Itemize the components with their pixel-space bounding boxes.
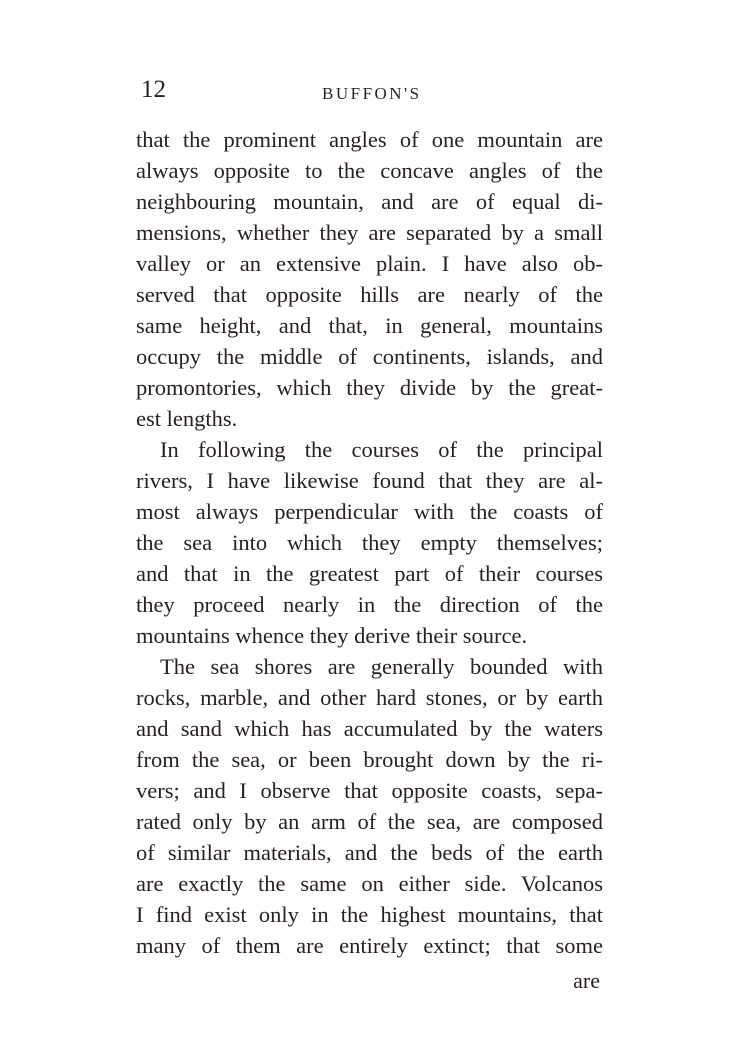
text-line: In following the courses of the principal [160,437,603,462]
text-line: the sea into which they empty themselves; [136,530,603,555]
text-line: most always perpendicular with the coasts of [136,499,603,524]
text-line: and that in the greatest part of their courses [136,561,603,586]
text-line: neighbouring mountain, and are of equal di- [136,189,603,214]
text-line: they proceed nearly in the direction of the [136,592,603,617]
text-line: mountains whence they derive their source. [136,623,528,648]
text-line: are exactly the same on either side. Volcanos [136,871,603,896]
text-line: The sea shores are generally bounded with [160,654,603,679]
text-line: mensions, whether they are separated by a small [136,220,603,245]
catchword: are [573,968,600,993]
running-head: BUFFON'S [322,84,422,103]
text-line: promontories, which they divide by the great- [136,375,603,400]
page-number: 12 [141,76,166,103]
text-line: I find exist only in the highest mountains, that [136,902,603,927]
text-line: occupy the middle of continents, islands, and [136,344,603,369]
text-line: rocks, marble, and other hard stones, or by earth [136,685,603,710]
text-line: est lengths. [136,406,238,431]
text-line: vers; and I observe that opposite coasts, sepa- [136,778,603,803]
text-line: from the sea, or been brought down by the ri- [136,747,603,772]
text-line: that the prominent angles of one mountain are [136,127,603,152]
text-line: of similar materials, and the beds of the earth [136,840,603,865]
text-line: many of them are entirely extinct; that some [136,933,603,958]
text-line: always opposite to the concave angles of the [136,158,603,183]
text-line: served that opposite hills are nearly of the [136,282,603,307]
text-line: rated only by an arm of the sea, are composed [136,809,603,834]
text-line: valley or an extensive plain. I have also ob- [136,251,603,276]
body-text [136,124,603,961]
text-line: same height, and that, in general, mountains [136,313,603,338]
text-line: and sand which has accumulated by the waters [136,716,603,741]
text-line: rivers, I have likewise found that they are al- [136,468,603,493]
